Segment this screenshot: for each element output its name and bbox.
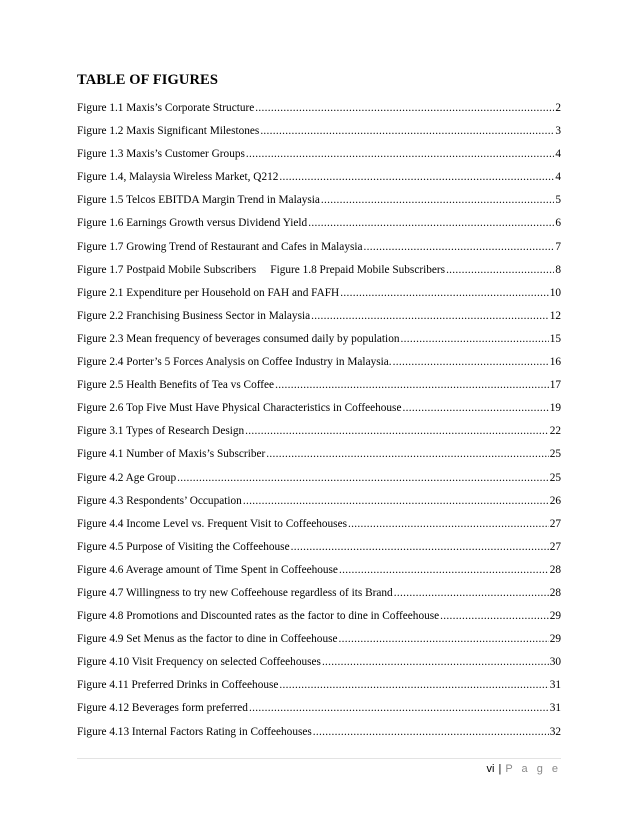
toc-entry-title: Figure 4.6 Average amount of Time Spent in Coffeehouse <box>77 563 338 576</box>
toc-entry-page-number: 25 <box>549 448 561 461</box>
toc-entry-page-number: 19 <box>549 402 561 415</box>
toc-entry-title: Figure 4.3 Respondents’ Occupation <box>77 494 242 507</box>
toc-entry[interactable] <box>77 472 561 495</box>
toc-entry-page-number: 27 <box>549 540 561 553</box>
dot-leader <box>402 402 548 414</box>
toc-entry[interactable] <box>77 448 561 471</box>
dot-leader <box>246 148 554 160</box>
footer-divider <box>77 758 561 759</box>
toc-entry-page-number: 22 <box>549 425 561 438</box>
toc-entry[interactable] <box>77 241 561 264</box>
dot-leader <box>266 448 548 460</box>
dot-leader <box>311 310 549 322</box>
dot-leader <box>260 125 554 137</box>
toc-entry-title: Figure 4.10 Visit Frequency on selected Coffeehouses <box>77 656 321 669</box>
toc-entry[interactable] <box>77 356 561 379</box>
dot-leader <box>279 171 554 183</box>
toc-entry-page-number: 17 <box>549 379 561 392</box>
toc-entry-title: Figure 4.7 Willingness to try new Coffeehouse regardless of its Brand <box>77 586 393 599</box>
toc-entry[interactable] <box>77 125 561 148</box>
toc-entry-page-number: 12 <box>549 309 561 322</box>
toc-entry-title: Figure 1.1 Maxis’s Corporate Structure <box>77 102 255 114</box>
dot-leader <box>401 333 549 345</box>
dot-leader <box>255 102 554 114</box>
toc-entry[interactable] <box>77 171 561 194</box>
dot-leader <box>275 379 549 391</box>
toc-entry-page-number: 29 <box>549 633 561 646</box>
toc-entry-title: Figure 4.9 Set Menus as the factor to dine in Coffeehouse <box>77 633 338 646</box>
toc-entry[interactable] <box>77 726 561 749</box>
toc-entry-title: Figure 1.7 Growing Trend of Restaurant and Cafes in Malaysia <box>77 240 363 253</box>
dot-leader <box>446 264 554 276</box>
toc-entry-page-number: 30 <box>549 656 561 669</box>
dot-leader <box>394 587 549 599</box>
toc-entry-page-number: 28 <box>549 563 561 576</box>
toc-entry[interactable] <box>77 333 561 356</box>
toc-entry[interactable] <box>77 564 561 587</box>
footer-separator: | <box>498 763 502 775</box>
toc-entry-title: Figure 1.2 Maxis Significant Milestones <box>77 125 260 138</box>
toc-entry[interactable] <box>77 518 561 541</box>
toc-entry-title: Figure 4.13 Internal Factors Rating in Coffeehouses <box>77 725 312 738</box>
dot-leader <box>249 702 549 714</box>
toc-entry-page-number: 6 <box>555 217 561 230</box>
toc-entry-title: Figure 4.5 Purpose of Visiting the Coffeehouse <box>77 540 290 553</box>
dot-leader <box>308 217 554 229</box>
footer-page-label: P a g e <box>505 763 561 775</box>
toc-entry-title: Figure 3.1 Types of Research Design <box>77 425 245 438</box>
dot-leader <box>440 610 549 622</box>
page-footer <box>487 763 561 775</box>
dot-leader <box>243 495 549 507</box>
toc-entry[interactable] <box>77 425 561 448</box>
toc-entry-page-number: 4 <box>555 171 561 184</box>
toc-entry[interactable] <box>77 287 561 310</box>
dot-leader <box>393 356 549 368</box>
toc-entry-title: Figure 1.3 Maxis’s Customer Groups <box>77 148 245 161</box>
dot-leader <box>339 633 549 645</box>
dot-leader <box>321 194 554 206</box>
toc-entry[interactable] <box>77 495 561 518</box>
toc-entry-page-number: 26 <box>549 494 561 507</box>
toc-entry[interactable] <box>77 587 561 610</box>
toc-entry-title: Figure 4.8 Promotions and Discounted rates as the factor to dine in Coffeehouse <box>77 610 440 623</box>
toc-entry[interactable] <box>77 217 561 240</box>
table-of-figures-list <box>77 102 561 749</box>
dot-leader <box>245 425 549 437</box>
toc-entry[interactable] <box>77 633 561 656</box>
dot-leader <box>177 472 549 484</box>
toc-entry-page-number: 32 <box>549 725 561 738</box>
toc-entry-page-number: 8 <box>555 263 561 276</box>
dot-leader <box>348 518 549 530</box>
toc-entry-title: Figure 2.6 Top Five Must Have Physical Characteristics in Coffeehouse <box>77 402 402 415</box>
toc-entry-title: Figure 2.3 Mean frequency of beverages consumed daily by population <box>77 332 400 345</box>
toc-entry-page-number: 10 <box>549 286 561 299</box>
toc-entry[interactable] <box>77 148 561 171</box>
footer-page-number: vi <box>486 763 495 775</box>
toc-entry-title: Figure 1.6 Earnings Growth versus Dividend Yield <box>77 217 308 230</box>
toc-entry[interactable] <box>77 102 561 125</box>
toc-entry-title: Figure 1.4, Malaysia Wireless Market, Q212 <box>77 171 279 184</box>
toc-entry-title: Figure 4.12 Beverages form preferred <box>77 702 248 715</box>
dot-leader <box>364 241 555 253</box>
toc-entry-page-number: 27 <box>549 517 561 530</box>
toc-entry-page-number: 16 <box>549 356 561 369</box>
toc-entry[interactable] <box>77 702 561 725</box>
toc-entry[interactable] <box>77 656 561 679</box>
dot-leader <box>340 287 548 299</box>
dot-leader <box>279 679 548 691</box>
page-title: TABLE OF FIGURES <box>77 72 218 88</box>
toc-entry-page-number: 5 <box>555 194 561 207</box>
toc-entry-title: Figure 4.11 Preferred Drinks in Coffeehouse <box>77 679 279 692</box>
toc-entry[interactable] <box>77 310 561 333</box>
toc-entry-page-number: 31 <box>549 679 561 692</box>
toc-entry-page-number: 7 <box>555 240 561 253</box>
toc-entry-title: Figure 4.4 Income Level vs. Frequent Visit to Coffeehouses <box>77 517 347 530</box>
toc-entry-title: Figure 2.5 Health Benefits of Tea vs Coffee <box>77 379 275 392</box>
dot-leader <box>291 541 549 553</box>
toc-entry-page-number: 4 <box>555 148 561 161</box>
toc-entry-title: Figure 4.2 Age Group <box>77 471 177 484</box>
toc-entry-page-number: 15 <box>549 332 561 345</box>
toc-entry-title: Figure 2.2 Franchising Business Sector in Malaysia <box>77 309 311 322</box>
toc-entry[interactable] <box>77 402 561 425</box>
toc-entry-page-number: 3 <box>555 125 561 138</box>
toc-entry-title: Figure 1.5 Telcos EBITDA Margin Trend in Malaysia <box>77 194 320 207</box>
toc-entry[interactable] <box>77 194 561 217</box>
toc-entry[interactable] <box>77 610 561 633</box>
toc-entry[interactable] <box>77 541 561 564</box>
toc-entry-title: Figure 2.4 Porter’s 5 Forces Analysis on Coffee Industry in Malaysia. <box>77 356 392 369</box>
toc-entry-page-number: 28 <box>549 586 561 599</box>
dot-leader <box>339 564 549 576</box>
toc-entry-page-number: 29 <box>549 610 561 623</box>
toc-entry-page-number: 31 <box>549 702 561 715</box>
toc-entry[interactable] <box>77 264 561 287</box>
toc-entry-page-number: 2 <box>555 102 561 114</box>
toc-entry-title: Figure 1.7 Postpaid Mobile Subscribers Figure 1.8 Prepaid Mobile Subscribers <box>77 263 446 276</box>
toc-entry-title: Figure 4.1 Number of Maxis’s Subscriber <box>77 448 266 461</box>
dot-leader <box>313 726 549 738</box>
toc-entry-title: Figure 2.1 Expenditure per Household on FAH and FAFH <box>77 286 340 299</box>
toc-entry[interactable] <box>77 679 561 702</box>
toc-entry-page-number: 25 <box>549 471 561 484</box>
toc-entry[interactable] <box>77 379 561 402</box>
dot-leader <box>322 656 549 668</box>
